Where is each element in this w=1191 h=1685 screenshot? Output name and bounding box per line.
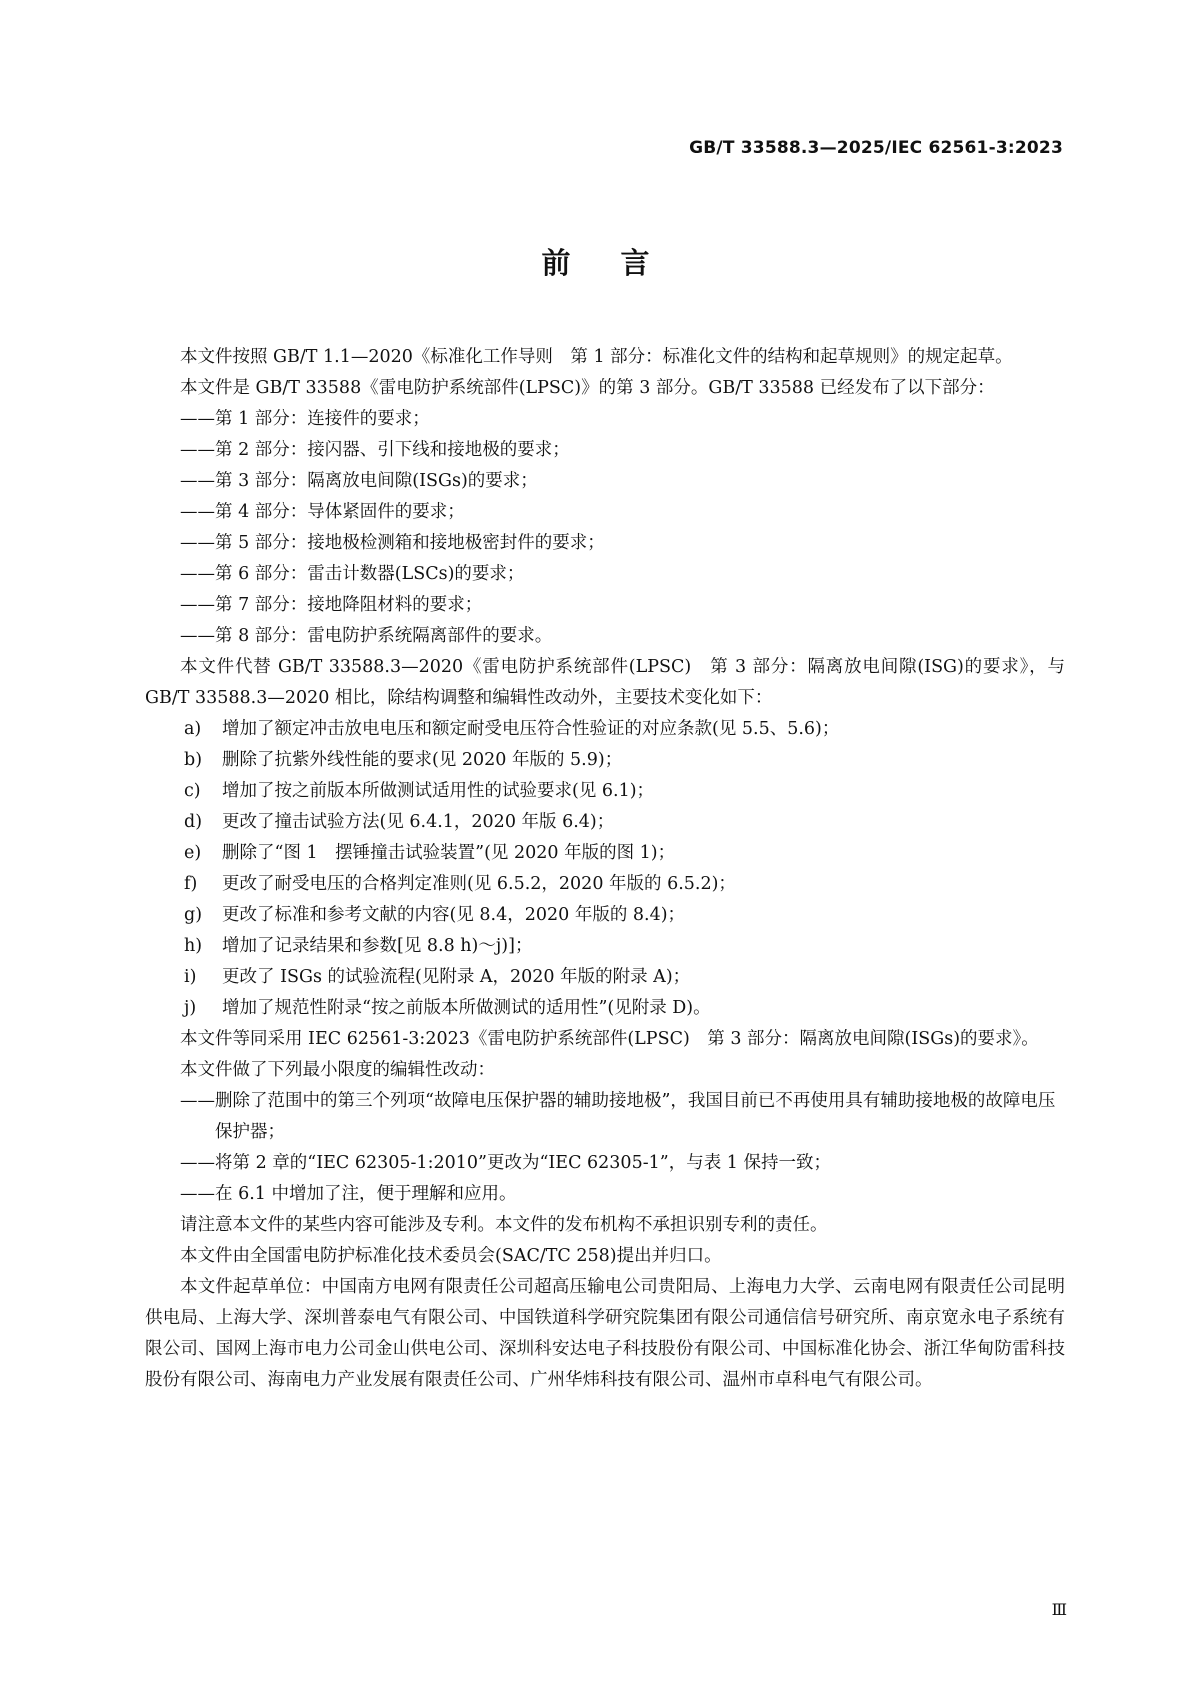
adoption-paragraph: 本文件等同采用 IEC 62561-3:2023《雷电防护系统部件(LPSC) 第 3 部分：隔离放电间隙(ISGs)的要求》。 xyxy=(180,1029,1039,1049)
item-text: 更改了耐受电压的合格判定准则(见 6.5.2，2020 年版的 6.5.2)； xyxy=(222,874,736,894)
list-item xyxy=(145,714,1065,745)
list-item xyxy=(145,962,1065,993)
item-text: 增加了额定冲击放电电压和额定耐受电压符合性验证的对应条款(见 5.5、5.6)； xyxy=(222,719,840,739)
item-marker: a) xyxy=(184,719,202,739)
page-title: 前言 xyxy=(541,246,700,280)
item-text: 增加了记录结果和参数[见 8.8 h)～j)]； xyxy=(222,936,533,956)
list-item: ——删除了范围中的第三个列项“故障电压保护器的辅助接地极”，我国目前已不再使用具有辅助接地极的故障电压保护器； xyxy=(180,1091,1056,1142)
list-item xyxy=(145,931,1065,962)
standard-code: GB/T 33588.3—2025/IEC 62561-3:2023 xyxy=(689,138,1063,158)
list-item xyxy=(145,869,1065,900)
item-text: 更改了 ISGs 的试验流程(见附录 A，2020 年版的附录 A)； xyxy=(222,967,691,987)
list-item xyxy=(145,745,1065,776)
list-item: ——在 6.1 中增加了注，便于理解和应用。 xyxy=(180,1184,517,1204)
list-item xyxy=(145,838,1065,869)
patent-notice-paragraph: 请注意本文件的某些内容可能涉及专利。本文件的发布机构不承担识别专利的责任。 xyxy=(180,1215,828,1235)
list-item xyxy=(145,993,1065,1024)
item-text: 删除了抗紫外线性能的要求(见 2020 年版的 5.9)； xyxy=(222,750,623,770)
foreword-body xyxy=(145,342,1065,1396)
list-item: ——第 3 部分：隔离放电间隙(ISGs)的要求； xyxy=(180,471,538,491)
list-item: ——第 6 部分：雷击计数器(LSCs)的要求； xyxy=(180,564,525,584)
item-marker: d) xyxy=(184,812,203,832)
page-number: Ⅲ xyxy=(1051,1600,1067,1619)
item-text: 增加了规范性附录“按之前版本所做测试的适用性”(见附录 D)。 xyxy=(222,998,711,1018)
item-marker: e) xyxy=(184,843,202,863)
list-item xyxy=(145,776,1065,807)
list-item: ——第 4 部分：导体紧固件的要求； xyxy=(180,502,465,522)
item-marker: c) xyxy=(184,781,201,801)
list-item: ——第 5 部分：接地极检测箱和接地极密封件的要求； xyxy=(180,533,605,553)
replaces-paragraph: 本文件代替 GB/T 33588.3—2020《雷电防护系统部件(LPSC) 第 3 部分：隔离放电间隙(ISG)的要求》，与 GB/T 33588.3—2020 相比，除结构调整和编辑性改动外，主要技术变化如下： xyxy=(145,657,1065,708)
series-paragraph: 本文件是 GB/T 33588《雷电防护系统部件(LPSC)》的第 3 部分。GB/T 33588 已经发布了以下部分： xyxy=(180,378,995,398)
item-marker: b) xyxy=(184,750,203,770)
list-item: ——第 7 部分：接地降阻材料的要求； xyxy=(180,595,483,615)
drafters-paragraph: 本文件起草单位：中国南方电网有限责任公司超高压输电公司贵阳局、上海电力大学、云南电网有限责任公司昆明供电局、上海大学、深圳普泰电气有限公司、中国铁道科学研究院集团有限公司通信信号研究所、南京宽永电子系统有限公司、国网上海市电力公司金山供电公司、深圳科安达电子科技股份有限公司、中国标准化协会、浙江华甸防雷科技股份有限公司、海南电力产业发展有限责任公司、广州华炜科技有限公司、温州市卓科电气有限公司。 xyxy=(145,1277,1065,1390)
item-marker: h) xyxy=(184,936,203,956)
item-marker: j) xyxy=(184,998,197,1018)
item-text: 更改了标准和参考文献的内容(见 8.4，2020 年版的 8.4)； xyxy=(222,905,686,925)
list-item: ——将第 2 章的“IEC 62305-1:2010”更改为“IEC 62305-1”，与表 1 保持一致； xyxy=(180,1153,831,1173)
drafting-rule-paragraph: 本文件按照 GB/T 1.1—2020《标准化工作导则 第 1 部分：标准化文件的结构和起草规则》的规定起草。 xyxy=(180,347,1013,367)
item-marker: f) xyxy=(184,874,198,894)
list-item: ——第 1 部分：连接件的要求； xyxy=(180,409,430,429)
editorial-intro-paragraph: 本文件做了下列最小限度的编辑性改动： xyxy=(180,1060,495,1080)
list-item: ——第 2 部分：接闪器、引下线和接地极的要求； xyxy=(180,440,570,460)
list-item xyxy=(145,900,1065,931)
item-text: 更改了撞击试验方法(见 6.4.1，2020 年版 6.4)； xyxy=(222,812,615,832)
editorial-changes-list xyxy=(145,1086,1065,1210)
proposer-paragraph: 本文件由全国雷电防护标准化技术委员会(SAC/TC 258)提出并归口。 xyxy=(180,1246,722,1266)
list-item xyxy=(145,807,1065,838)
item-text: 增加了按之前版本所做测试适用性的试验要求(见 6.1)； xyxy=(222,781,655,801)
list-item: ——第 8 部分：雷电防护系统隔离部件的要求。 xyxy=(180,626,553,646)
parts-list xyxy=(145,404,1065,652)
item-text: 删除了“图 1 摆锤撞击试验装置”(见 2020 年版的图 1)； xyxy=(222,843,676,863)
item-marker: i) xyxy=(184,967,197,987)
item-marker: g) xyxy=(184,905,203,925)
technical-changes-list xyxy=(145,714,1065,1024)
